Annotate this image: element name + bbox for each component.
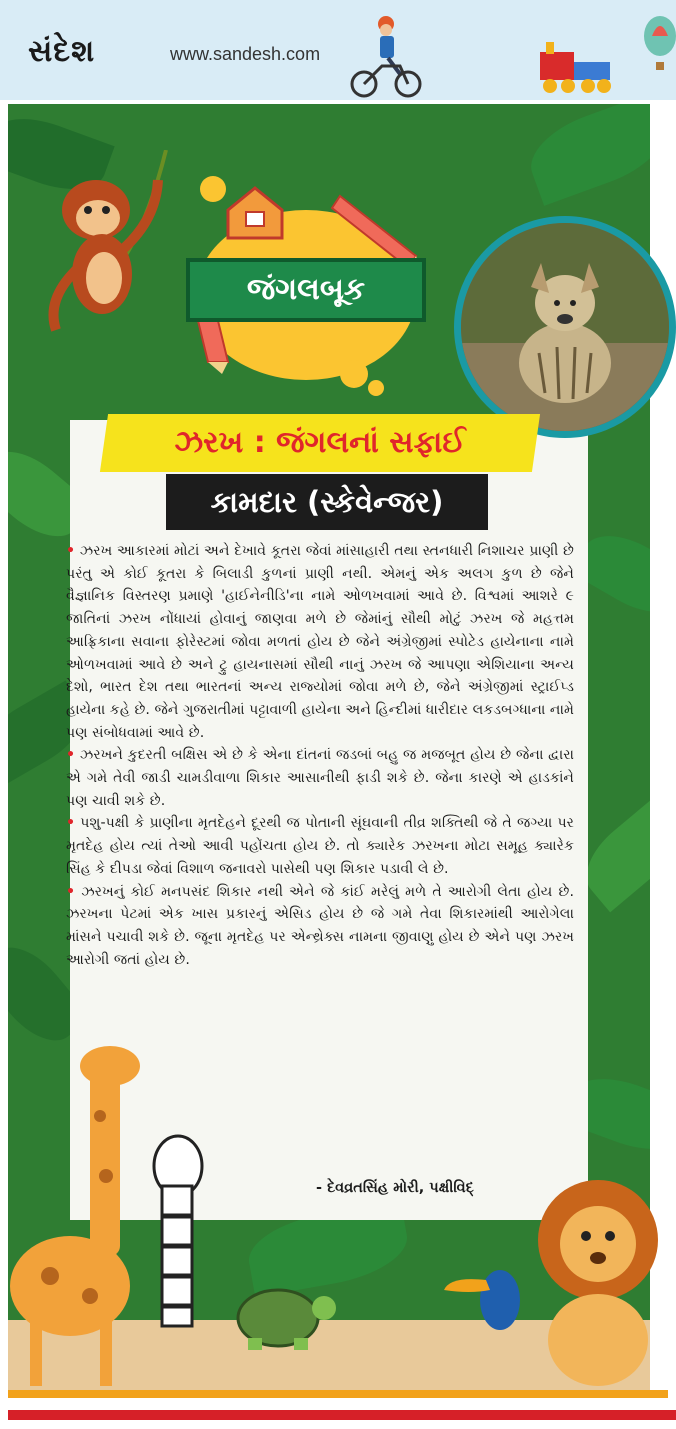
footer-stripe-red xyxy=(8,1410,676,1420)
turtle-illustration xyxy=(228,1272,338,1352)
lion-illustration xyxy=(518,1170,668,1390)
leaf-decoration xyxy=(520,104,650,206)
cyclist-illustration xyxy=(348,14,424,98)
monkey-illustration xyxy=(26,150,176,350)
paragraph-text: ઝરખને કુદરતી બક્ષિસ એ છે કે એના દાંતનાં જડબાં બહુ જ મજબૂત હોય છે જેના દ્વારા એ ગમે તેવી જાડી ચામડીવાળા શિકાર આસાનીથી ફાડી શકે છે. જેના કારણે એ હાડકાંને પણ ચાવી શકે છે. xyxy=(66,747,575,809)
hot-air-balloon-illustration xyxy=(640,16,676,76)
article-paragraph xyxy=(66,812,574,880)
footer-stripe-orange xyxy=(8,1390,668,1398)
section-badge xyxy=(186,258,426,322)
article-paragraph xyxy=(66,881,574,972)
section-badge-label: જંગલબૂક xyxy=(246,272,366,307)
hyena-image xyxy=(461,223,669,431)
article-paragraph xyxy=(66,540,574,744)
house-icon xyxy=(222,184,288,240)
paragraph-text: પશુ-પક્ષી કે પ્રાણીના મૃતદેહને દૂરથી જ પોતાની સૂંઘવાની તીવ્ર શક્તિથી જે તે જગ્યા પર મૃતદેહ હોય ત્યાં તેઓ આવી પહોંચતા હોય છે. તો ક્યારેક ઝરખના મોટા સમૂહ ક્યારેક સિંહ કે દીપડા જેવાં વિશાળ જનાવરો પાસેથી પણ શિકાર પડાવી લે છે. xyxy=(66,815,574,877)
hyena-photo xyxy=(454,216,676,438)
article-title-line1: ઝરખ : જંગલનાં સફાઈ xyxy=(174,425,466,460)
decor-dot xyxy=(340,360,368,388)
decor-dot xyxy=(368,380,384,396)
bullet-icon: • xyxy=(66,747,76,764)
zebra-illustration xyxy=(118,1126,228,1376)
sandesh-logo[interactable]: સંદેશ xyxy=(28,34,96,69)
paragraph-text: ઝરખનું કોઈ મનપસંદ શિકાર નથી એને જે કાંઈ મરેલું મળે તે આરોગી લેતા હોય છે. ઝરખના પેટમાં એક ખાસ પ્રકારનું એસિડ હોય છે જે ગમે તેવા શિકારમાંથી આરોગેલા માંસને પચાવી શકે છે. જૂના મૃતદેહ પર એન્થ્રેક્સ નામના જીવાણુ હોય છે એને પણ ઝરખ આરોગી જતાં હોય છે. xyxy=(66,883,575,968)
author-credit: - દેવવ્રતસિંહ મોરી, પક્ષીવિદ્ xyxy=(316,1180,474,1196)
bullet-icon: • xyxy=(66,543,76,559)
toy-train-illustration xyxy=(536,38,616,98)
website-url[interactable]: www.sandesh.com xyxy=(170,44,321,64)
masthead xyxy=(0,0,676,100)
article-paragraph xyxy=(66,744,574,812)
bullet-icon: • xyxy=(66,815,76,832)
paragraph-text: ઝરખ આકારમાં મોટાં અને દેખાવે કૂતરા જેવાં માંસાહારી તથા સ્તનધારી નિશાચર પ્રાણી છે પરંતુ એ કોઈ કૂતરા કે બિલાડી કુળનાં પ્રાણી નથી. એમનું એક અલગ કુળ છે જેને વૈજ્ઞાનિક વિસ્તરણ પ્રમાણે 'હાઈનેનીડિ'ના નામે ઓળખવામાં આવે છે. વિશ્વમાં આશરે ૯ જાતિનાં ઝરખ નોંધાયાં હોવાનું જાણવા મળે છે જેમાંનું સૌથી મોટું ઝરખ જે મહત્તમ આફ્રિકાના સવાના ફોરેસ્ટમાં જોવા મળતાં હોય છે જેને અંગ્રેજીમાં સ્પોટેડ હાયેનાના નામે ઓળખવામાં આવે છે અને ટ્રુ હાયનાસમાં સૌથી નાનું ઝરખ જે આપણા એશિયાના અન્ય દેશો, ભારત દેશ તથા ભારતનાં અન્ય રાજ્યોમાં જોવા મળે છે, જેને અંગ્રેજીમાં સ્ટ્રાઈપ્ડ હાયેના કહે છે. જેને ગુજરાતીમાં પટ્ટાવાળી હાયેના અને હિન્દીમાં ધારીદાર લકડબગ્ધાના નામે પણ સંબોધવામાં આવે છે. xyxy=(66,543,574,741)
toucan-illustration xyxy=(440,1260,530,1340)
article-title-line2: કામદાર (સ્કેવેન્જર) xyxy=(210,485,444,519)
article-body xyxy=(66,540,574,971)
bullet-icon: • xyxy=(66,883,76,900)
